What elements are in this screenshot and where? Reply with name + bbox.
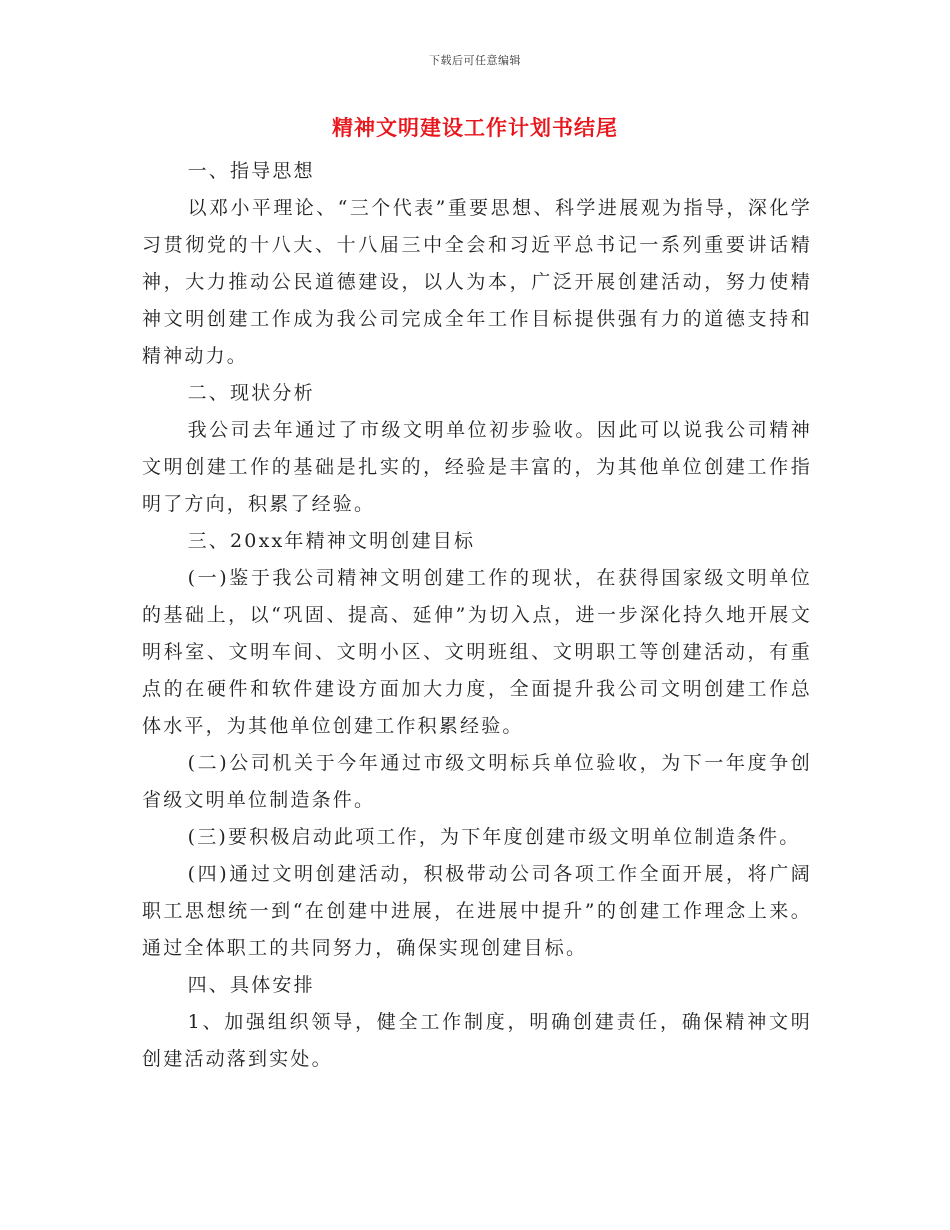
- body-paragraph: 1、加强组织领导，健全工作制度，明确创建责任，确保精神文明创建活动落到实处。: [142, 1011, 812, 1070]
- header-note: 下载后可任意编辑: [429, 54, 521, 67]
- document-title: 精神文明建设工作计划书结尾: [332, 115, 618, 140]
- body-paragraph: (二)公司机关于今年通过市级文明标兵单位验收，为下一年度争创省级文明单位制造条件。: [142, 752, 812, 811]
- body-paragraph: (三)要积极启动此项工作，为下年度创建市级文明单位制造条件。: [187, 826, 801, 848]
- section-heading-arrangements: 四、具体安排: [187, 974, 315, 996]
- section-heading-status-analysis: 二、现状分析: [187, 382, 315, 404]
- document-body: [142, 153, 812, 1078]
- section-heading-guiding-ideology: 一、指导思想: [187, 160, 315, 182]
- body-paragraph: (四)通过文明创建活动，积极带动公司各项工作全面开展，将广阔职工思想统一到“在创建中进展，在进展中提升”的创建工作理念上来。通过全体职工的共同努力，确保实现创建目标。: [142, 863, 812, 959]
- body-paragraph: (一)鉴于我公司精神文明创建工作的现状，在获得国家级文明单位的基础上，以“巩固、提高、延伸”为切入点，进一步深化持久地开展文明科室、文明车间、文明小区、文明班组、文明职工等创建活动，有重点的在硬件和软件建设方面加大力度，全面提升我公司文明创建工作总体水平，为其他单位创建工作积累经验。: [142, 567, 812, 737]
- body-paragraph: 以邓小平理论、“三个代表”重要思想、科学进展观为指导，深化学习贯彻党的十八大、十八届三中全会和习近平总书记一系列重要讲话精神，大力推动公民道德建设，以人为本，广泛开展创建活动，努力使精神文明创建工作成为我公司完成全年工作目标提供强有力的道德支持和精神动力。: [142, 197, 812, 367]
- body-paragraph: 我公司去年通过了市级文明单位初步验收。因此可以说我公司精神文明创建工作的基础是扎实的，经验是丰富的，为其他单位创建工作指明了方向，积累了经验。: [142, 419, 812, 515]
- section-heading-goals: 三、20xx年精神文明创建目标: [187, 530, 476, 552]
